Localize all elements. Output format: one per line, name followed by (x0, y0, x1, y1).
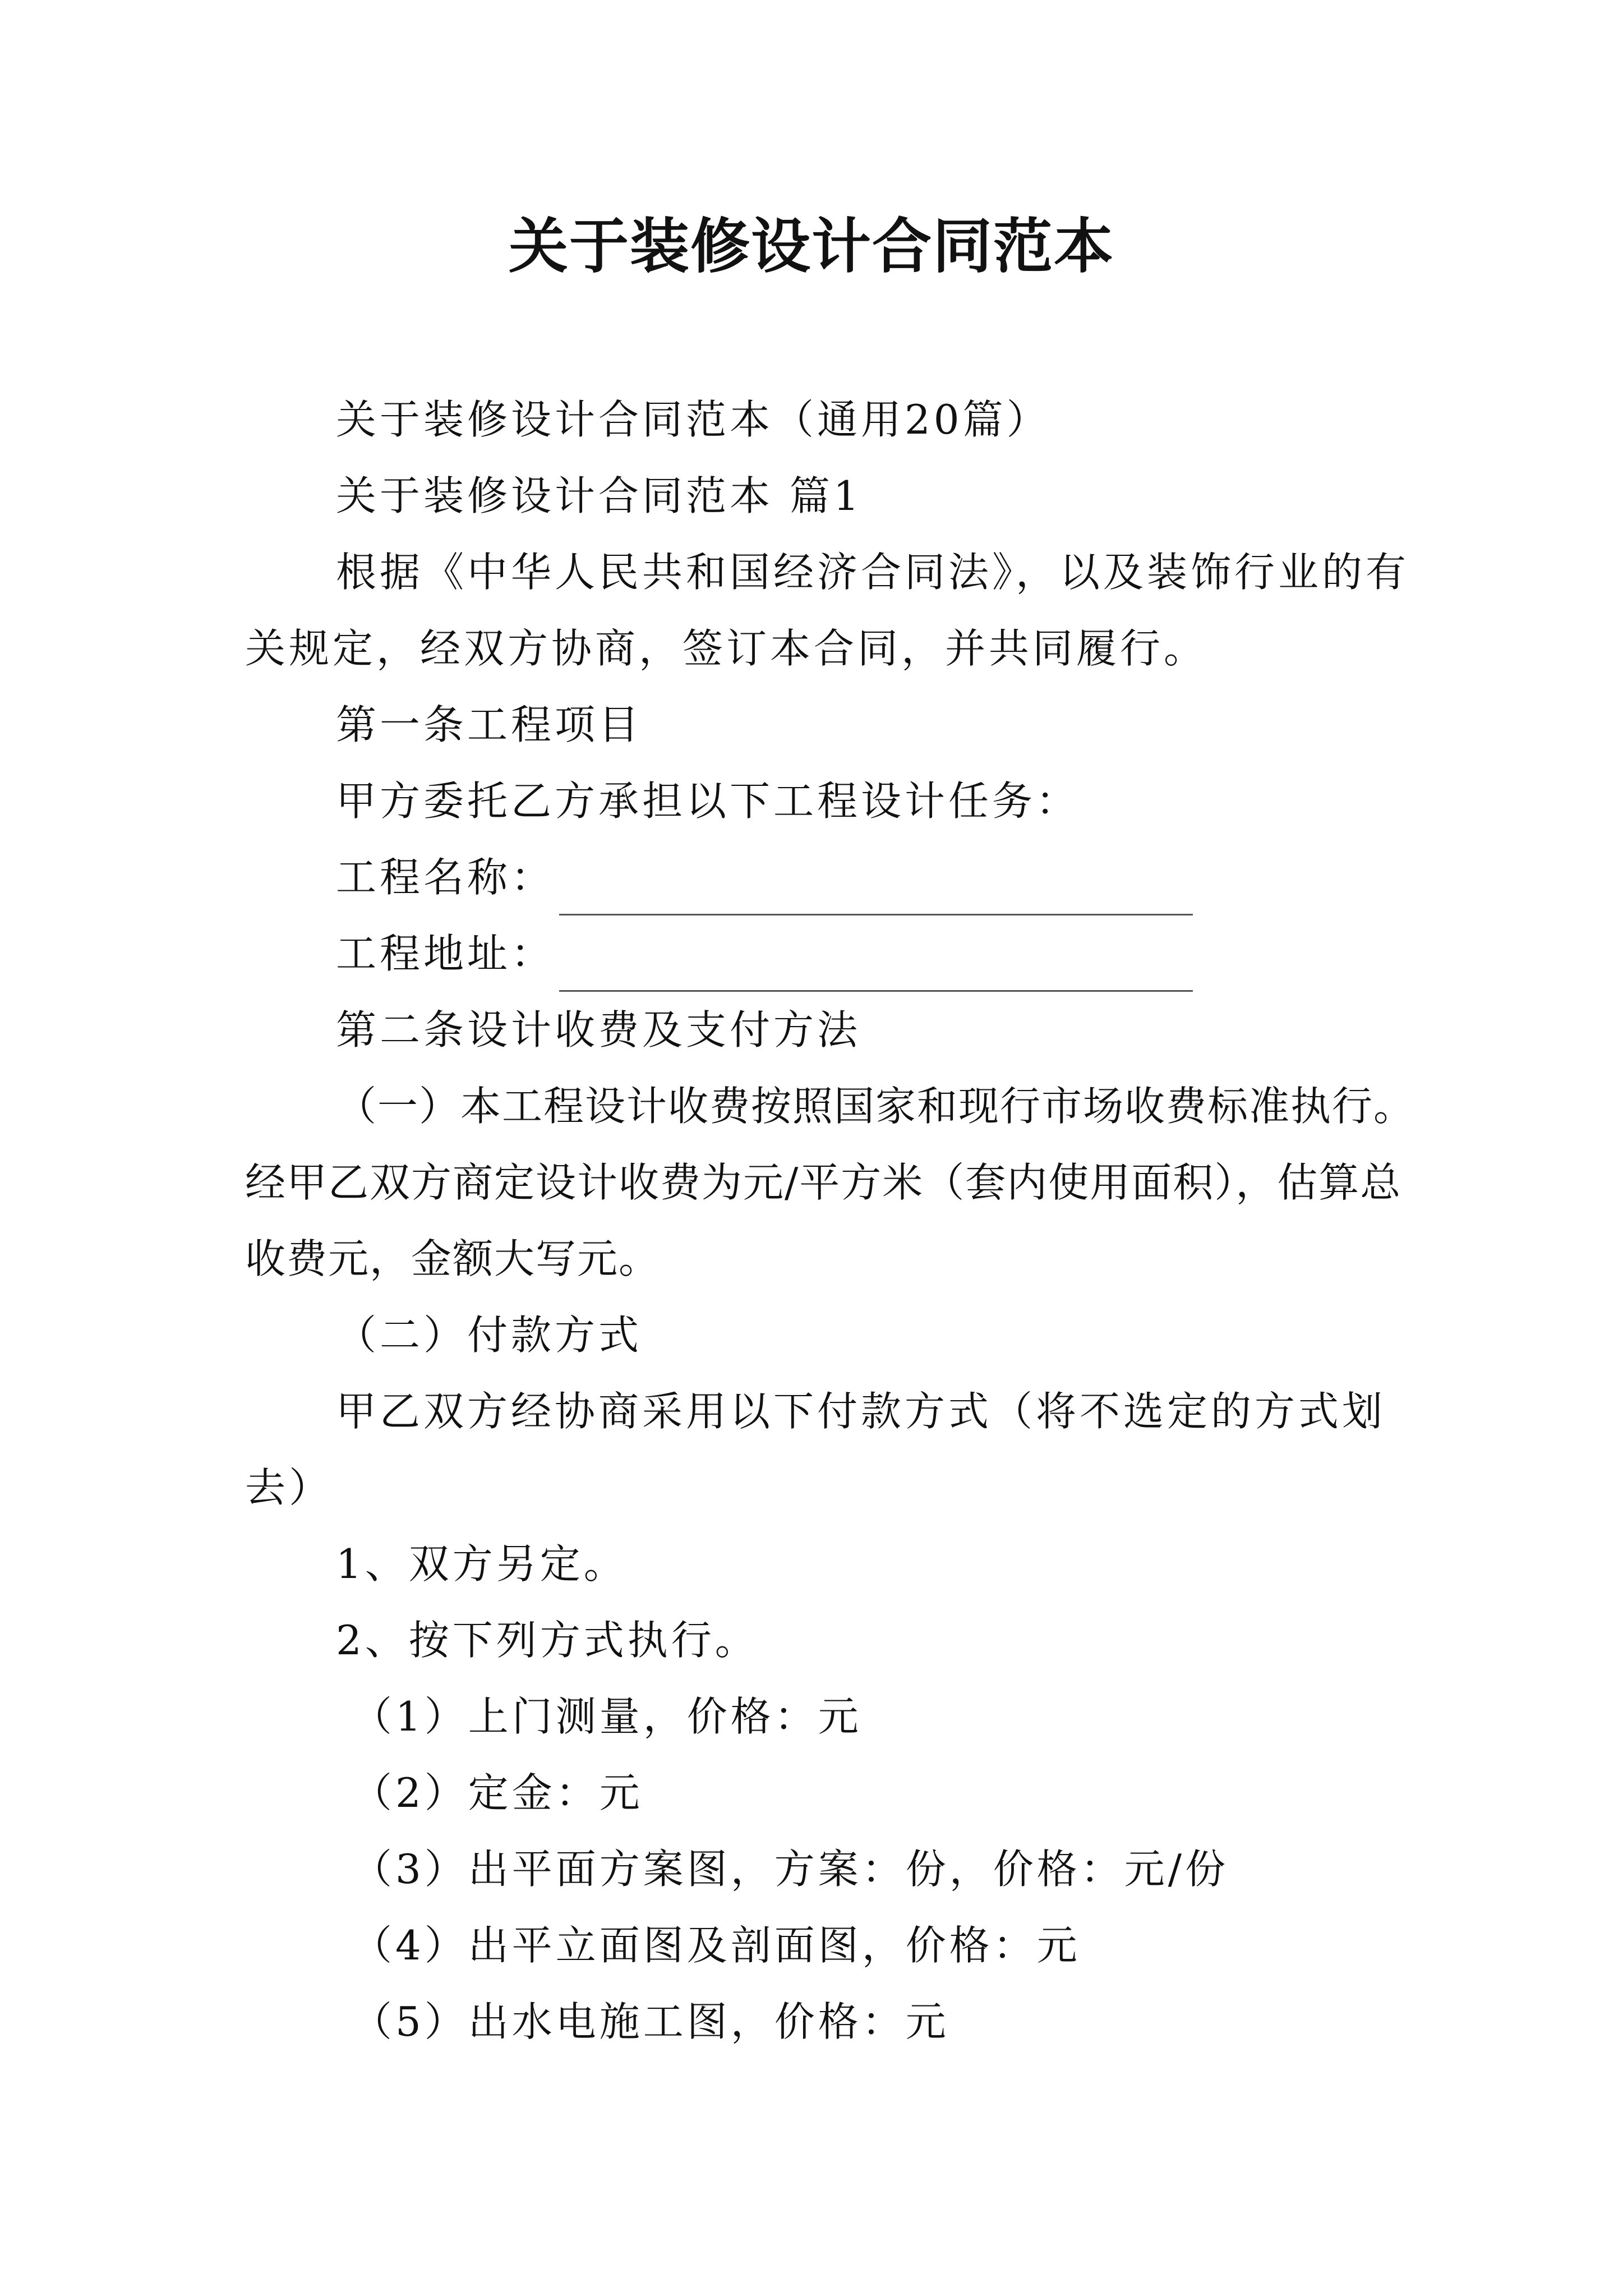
document-body (245, 381, 1440, 2060)
project-address-blank (559, 938, 1193, 992)
option-1: 1、双方另定。 (336, 1540, 628, 1588)
article2-heading: 第二条设计收费及支付方法 (336, 1006, 861, 1053)
list-item: （5）出水电施工图，价格：元 (352, 1998, 949, 2045)
project-name-row (245, 839, 1440, 915)
subtitle: 关于装修设计合同范本（通用20篇） (336, 396, 1050, 443)
payment-text: 甲乙双方经协商采用以下付款方式（将不选定的方式划去） (245, 1388, 1386, 1511)
list-item: （2）定金：元 (352, 1769, 643, 1816)
project-name-label: 工程名称： (336, 854, 555, 901)
project-name-blank (559, 862, 1193, 915)
project-address-row (245, 915, 1440, 992)
payment-heading: （二）付款方式 (336, 1312, 643, 1359)
option-2: 2、按下列方式执行。 (336, 1617, 759, 1664)
fee-clause: （一）本工程设计收费按照国家和现行市场收费标准执行。经甲乙双方商定设计收费为元/平方米（套内使用面积），估算总收费元，金额大写元。 (245, 1083, 1415, 1282)
list-item: （4）出平立面图及剖面图，价格：元 (352, 1922, 1081, 1969)
article1-text: 甲方委托乙方承担以下工程设计任务： (336, 777, 1080, 825)
list-item: （1）上门测量，价格：元 (352, 1693, 862, 1740)
list-item: （3）出平面方案图，方案：份，价格：元/份 (352, 1846, 1229, 1893)
project-address-label: 工程地址： (336, 930, 555, 977)
chapter-heading: 关于装修设计合同范本 篇1 (336, 472, 863, 519)
document-title: 关于装修设计合同范本 (509, 211, 1114, 281)
intro-paragraph: 根据《中华人民共和国经济合同法》，以及装饰行业的有关规定，经双方协商，签订本合同，并共同履行。 (245, 549, 1410, 672)
article1-heading: 第一条工程项目 (336, 701, 643, 748)
